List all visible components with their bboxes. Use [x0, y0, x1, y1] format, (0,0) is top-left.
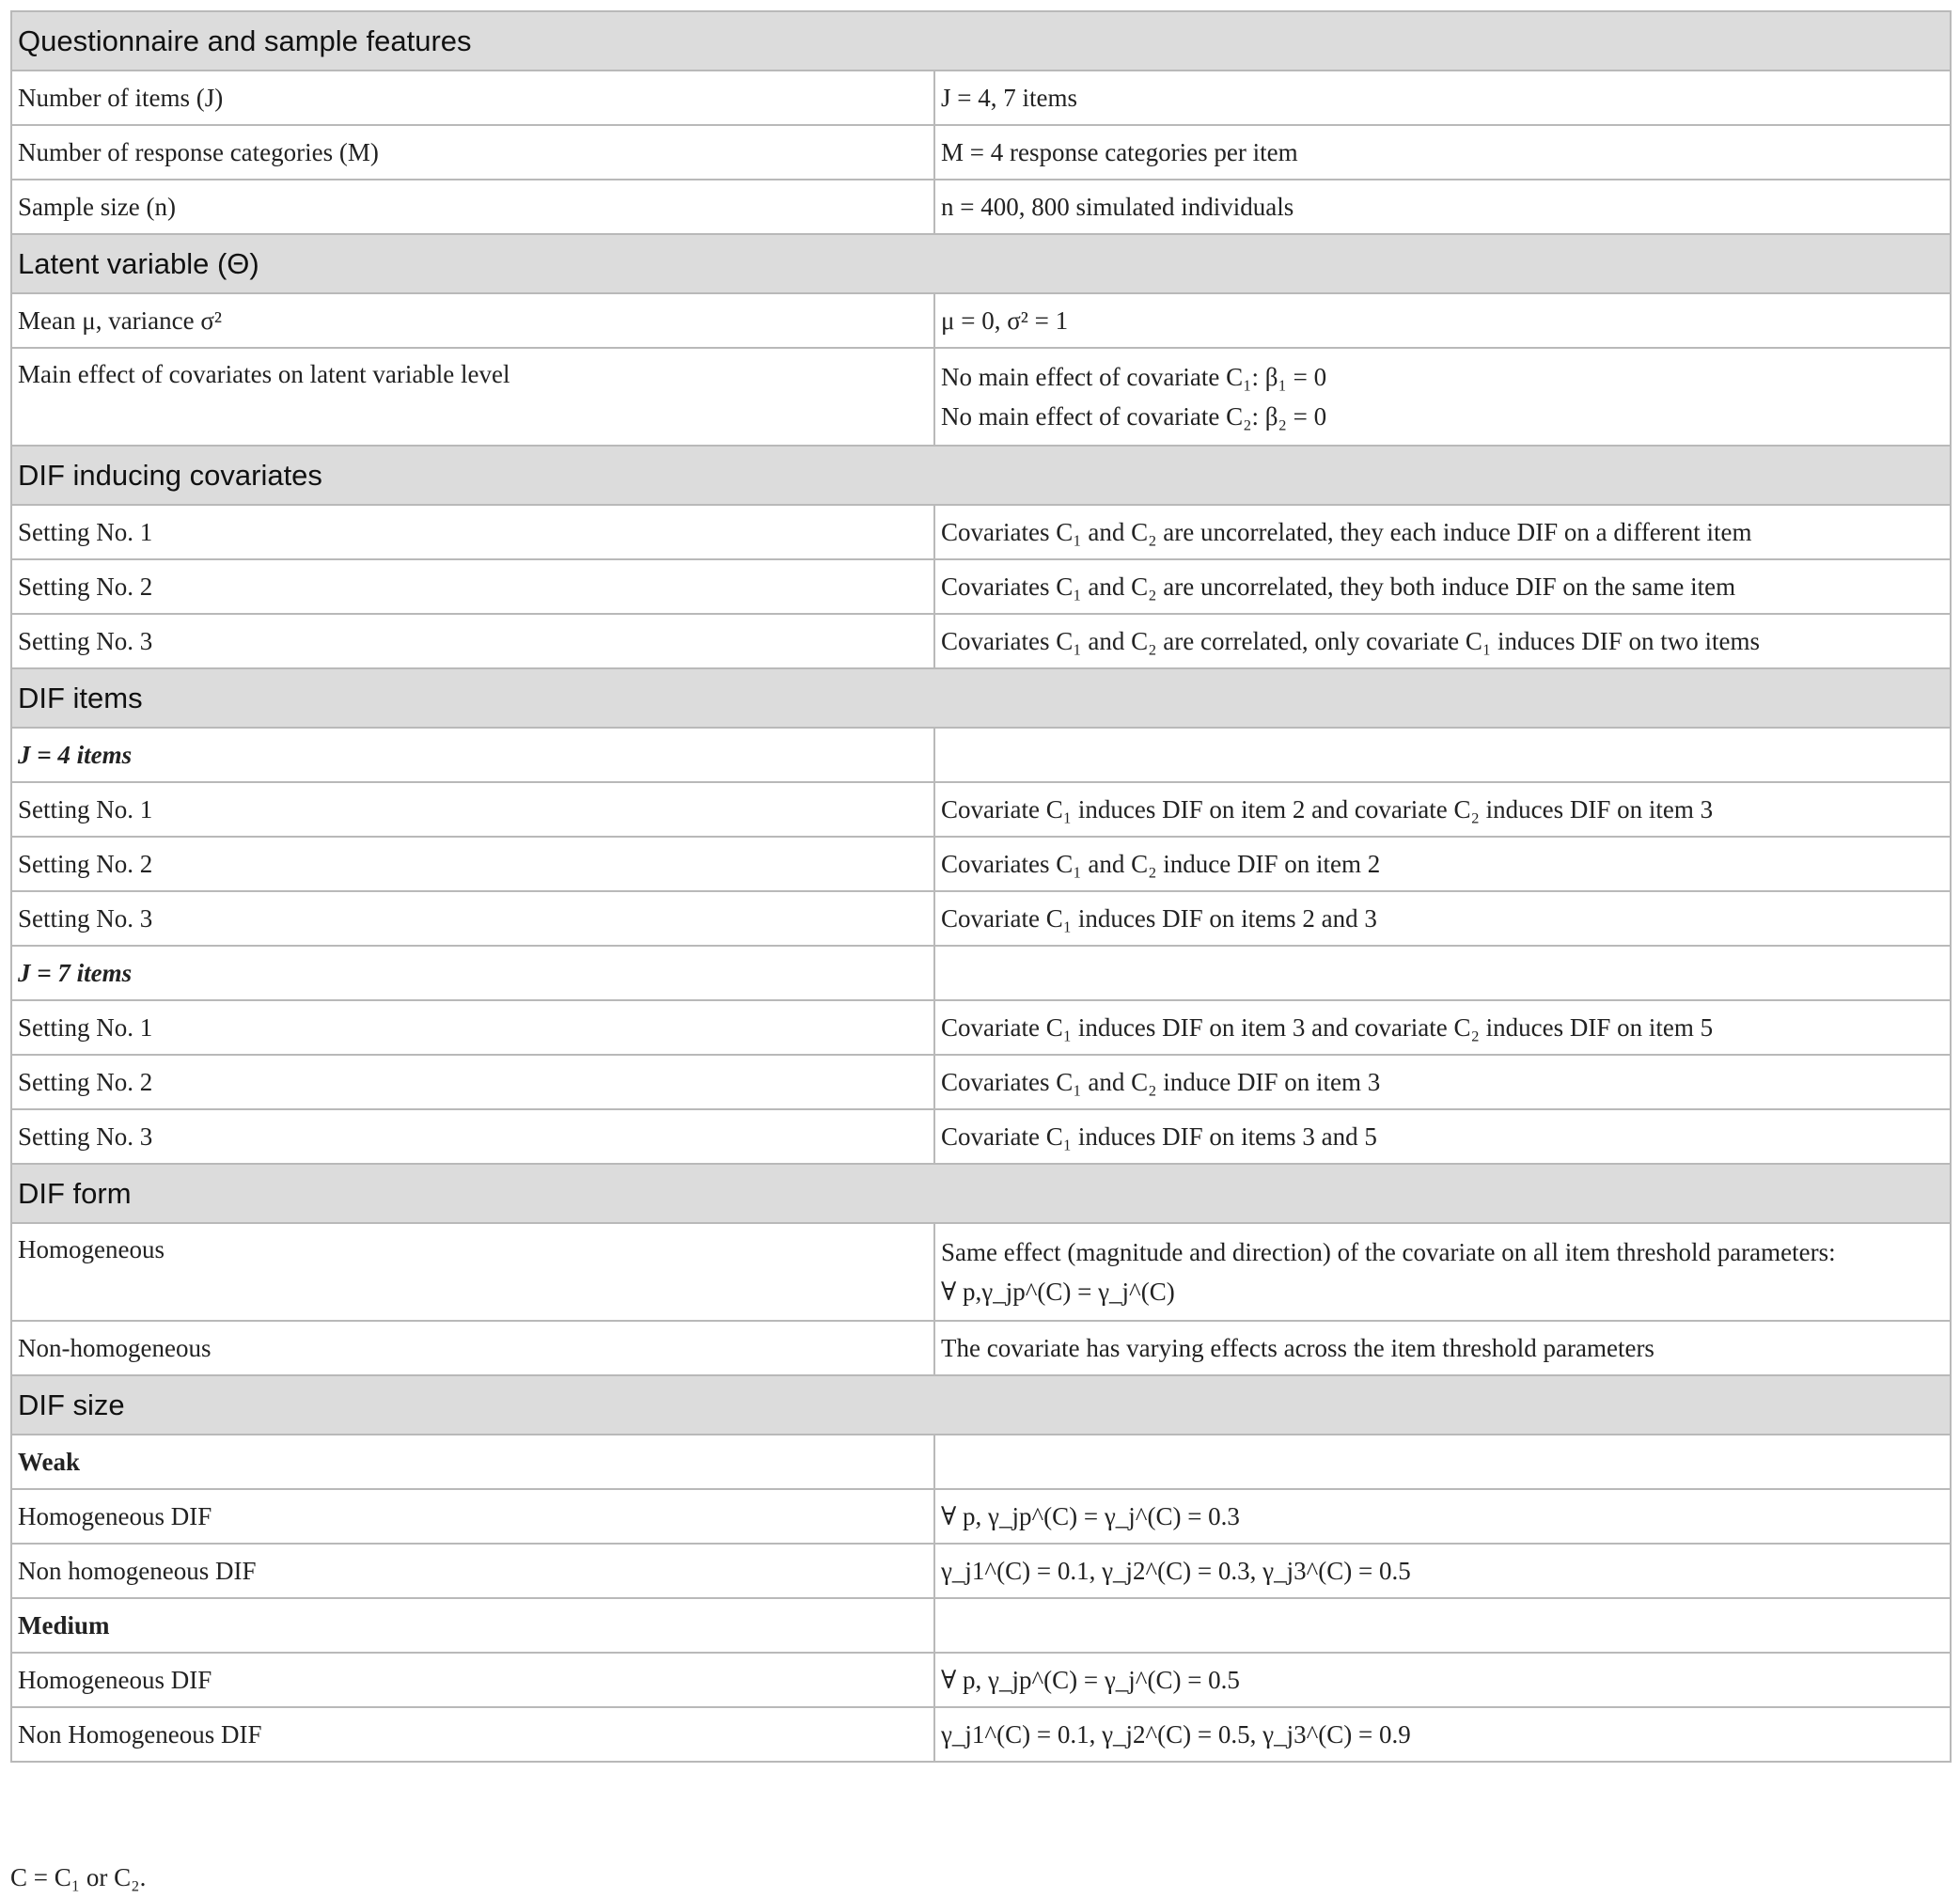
table-row — [11, 559, 1951, 614]
row-label: Setting No. 1 — [11, 782, 934, 837]
row-label: Non homogeneous DIF — [11, 1544, 934, 1598]
row-label: Homogeneous DIF — [11, 1653, 934, 1707]
section-header-row — [11, 1375, 1951, 1435]
row-label: Homogeneous DIF — [11, 1489, 934, 1544]
row-value — [934, 1223, 1951, 1321]
row-label: Sample size (n) — [11, 180, 934, 234]
row-value-line: Same effect (magnitude and direction) of the covariate on all item threshold parameters: — [941, 1238, 1836, 1266]
row-value-line: ∀ p,γ_jp^(C) = γ_j^(C) — [941, 1278, 1175, 1306]
table-row — [11, 1000, 1951, 1055]
row-label: Non-homogeneous — [11, 1321, 934, 1375]
row-value: Covariates C₁ and C₂ induce DIF on item 2 — [934, 837, 1951, 891]
table-row — [11, 1321, 1951, 1375]
row-value-empty — [934, 728, 1951, 782]
row-value-empty — [934, 946, 1951, 1000]
section-header-row — [11, 668, 1951, 728]
row-value: Covariates C₁ and C₂ are uncorrelated, they each induce DIF on a different item — [934, 505, 1951, 559]
row-label: Setting No. 1 — [11, 505, 934, 559]
table-row — [11, 71, 1951, 125]
row-value: Covariate C₁ induces DIF on item 3 and covariate C₂ induces DIF on item 5 — [934, 1000, 1951, 1055]
table-row — [11, 293, 1951, 348]
row-value: The covariate has varying effects across the item threshold parameters — [934, 1321, 1951, 1375]
row-label: Setting No. 3 — [11, 1109, 934, 1164]
section-title-questionnaire: Questionnaire and sample features — [11, 11, 1951, 71]
subheader-row — [11, 1598, 1951, 1653]
table-row — [11, 614, 1951, 668]
row-value: ∀ p, γ_jp^(C) = γ_j^(C) = 0.5 — [934, 1653, 1951, 1707]
row-label: Setting No. 2 — [11, 559, 934, 614]
section-title-latent: Latent variable (Θ) — [11, 234, 1951, 293]
table-row — [11, 1055, 1951, 1109]
row-value: Covariate C₁ induces DIF on items 2 and 3 — [934, 891, 1951, 946]
row-value: Covariates C₁ and C₂ are correlated, only covariate C₁ induces DIF on two items — [934, 614, 1951, 668]
table-footnote: C = C₁ or C₂. — [10, 1863, 147, 1891]
row-value: Covariates C₁ and C₂ are uncorrelated, they both induce DIF on the same item — [934, 559, 1951, 614]
row-value: ∀ p, γ_jp^(C) = γ_j^(C) = 0.3 — [934, 1489, 1951, 1544]
row-label: Number of items (J) — [11, 71, 934, 125]
table-container — [10, 10, 1950, 1763]
table-row — [11, 1109, 1951, 1164]
row-value: Covariates C₁ and C₂ induce DIF on item 3 — [934, 1055, 1951, 1109]
table-row — [11, 1489, 1951, 1544]
row-value-empty — [934, 1598, 1951, 1653]
row-value-line: No main effect of covariate C₂: β₂ = 0 — [941, 402, 1327, 431]
row-label: Setting No. 3 — [11, 614, 934, 668]
row-label: Setting No. 2 — [11, 837, 934, 891]
row-label: Homogeneous — [11, 1223, 934, 1321]
section-header-row — [11, 1164, 1951, 1223]
row-label: Non Homogeneous DIF — [11, 1707, 934, 1762]
row-value: J = 4, 7 items — [934, 71, 1951, 125]
table-row — [11, 1544, 1951, 1598]
simulation-design-table — [10, 10, 1952, 1763]
section-title-dif-form: DIF form — [11, 1164, 1951, 1223]
table-row — [11, 1223, 1951, 1321]
section-header-row — [11, 11, 1951, 71]
row-value: μ = 0, σ² = 1 — [934, 293, 1951, 348]
row-label: Setting No. 3 — [11, 891, 934, 946]
section-title-dif-covariates: DIF inducing covariates — [11, 446, 1951, 505]
section-title-dif-items: DIF items — [11, 668, 1951, 728]
section-header-row — [11, 446, 1951, 505]
row-label: Mean μ, variance σ² — [11, 293, 934, 348]
row-value: M = 4 response categories per item — [934, 125, 1951, 180]
row-value-line: No main effect of covariate C₁: β₁ = 0 — [941, 363, 1327, 391]
subheader-label: Medium — [11, 1598, 934, 1653]
table-row — [11, 348, 1951, 446]
subheader-row — [11, 1435, 1951, 1489]
table-row — [11, 1707, 1951, 1762]
subheader-row — [11, 728, 1951, 782]
table-row — [11, 180, 1951, 234]
subheader-label: Weak — [11, 1435, 934, 1489]
row-label: Main effect of covariates on latent variable level — [11, 348, 934, 446]
table-row — [11, 782, 1951, 837]
table-row — [11, 1653, 1951, 1707]
subheader-label: J = 7 items — [11, 946, 934, 1000]
row-label: Setting No. 1 — [11, 1000, 934, 1055]
subheader-row — [11, 946, 1951, 1000]
row-value: Covariate C₁ induces DIF on item 2 and covariate C₂ induces DIF on item 3 — [934, 782, 1951, 837]
subheader-label: J = 4 items — [11, 728, 934, 782]
row-label: Setting No. 2 — [11, 1055, 934, 1109]
table-row — [11, 125, 1951, 180]
table-row — [11, 505, 1951, 559]
row-value — [934, 348, 1951, 446]
row-value: n = 400, 800 simulated individuals — [934, 180, 1951, 234]
row-value: γ_j1^(C) = 0.1, γ_j2^(C) = 0.5, γ_j3^(C) = 0.9 — [934, 1707, 1951, 1762]
table-row — [11, 891, 1951, 946]
table-row — [11, 837, 1951, 891]
section-header-row — [11, 234, 1951, 293]
row-value-empty — [934, 1435, 1951, 1489]
row-label: Number of response categories (M) — [11, 125, 934, 180]
row-value: γ_j1^(C) = 0.1, γ_j2^(C) = 0.3, γ_j3^(C) = 0.5 — [934, 1544, 1951, 1598]
section-title-dif-size: DIF size — [11, 1375, 1951, 1435]
row-value: Covariate C₁ induces DIF on items 3 and 5 — [934, 1109, 1951, 1164]
